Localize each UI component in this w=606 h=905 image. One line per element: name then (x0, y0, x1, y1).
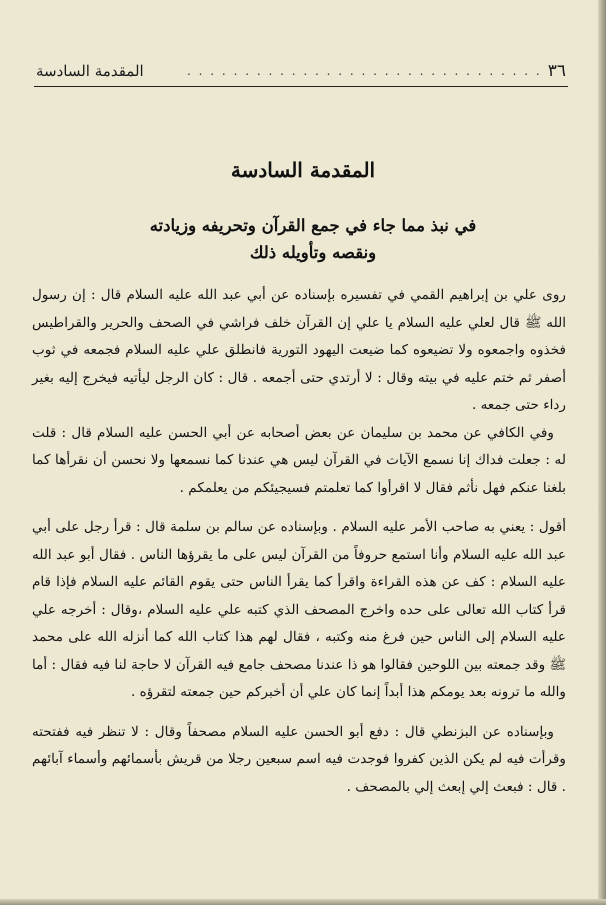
paragraph: وبإسناده عن البزنطي قال : دفع أبو الحسن عليه السلام مصحفاً وقال : لا تنظر فيه ففتحته وقرأت فيه لم يكن الذين كفروا فوجدت فيه اسم سبعين رجلا من قريش بأسمائهم وأسماء آبائهم . قال : فبعث إلي إبعث إلي بالمصحف . (32, 723, 566, 795)
paragraph: روى علي بن إبراهيم القمي في تفسيره بإسناده عن أبي عبد الله عليه السلام قال : إن رسول الله ﷺ قال لعلي عليه السلام يا علي إن القرآن خلف فراشي في الصحف والحرير والقراطيس فخذوه واجمعوه ولا تضيعوه كما ضيعت اليهود التورية فانطلق علي عليه السلام فجمعه في ثوب أصفر ثم ختم عليه في بيته وقال : لا أرتدي حتى أجمعه . قال : كان الرجل ليأتيه فيخرج إليه بغير رداء حتى جمعه . (32, 287, 566, 413)
page-edge-shadow (0, 899, 606, 905)
page-header (36, 58, 566, 84)
paragraph: وفي الكافي عن محمد بن سليمان عن بعض أصحابه عن أبي الحسن عليه السلام قال : قلت له : جعلت فداك إنا نسمع الآيات في القرآن ليس هي عندنا كما نسمعها ولا نحسن أن نقرأها كما بلغنا عنكم فهل نأثم فقال لا اقرأوا كما تعلمتم فسيجيئكم من يعلمكم . (32, 424, 566, 496)
subtitle-line: ونقصه وتأويله ذلك (249, 243, 377, 262)
chapter-subtitle (80, 212, 546, 266)
running-title: المقدمة السادسة (36, 62, 144, 80)
page-edge-shadow (598, 0, 606, 905)
leader-dots: . . . . . . . . . . . . . . . . . . . . . . . . . . . . . . . (187, 64, 542, 78)
header-rule (34, 86, 568, 87)
body-text (32, 282, 566, 801)
subtitle-line: في نبذ مما جاء في جمع القرآن وتحريفه وزيادته (149, 216, 477, 235)
chapter-title: المقدمة السادسة (230, 158, 376, 182)
page-number: ٣٦ (547, 61, 566, 81)
paragraph: أقول : يعني به صاحب الأمر عليه السلام . وبإسناده عن سالم بن سلمة قال : قرأ رجل على أبي عبد الله عليه السلام وأنا استمع حروفاً من القرآن ليس على ما يقرؤها الناس . فقال أبو عبد الله عليه السلام : كف عن هذه القراءة واقرأ كما يقرأ الناس حتى يقوم القائم عليه السلام فإذا قام قرأ كتاب الله تعالى على حده واخرج المصحف الذي كتبه علي عليه السلام ،وقال : أخرجه علي عليه السلام إلى الناس حين فرغ منه وكتبه ، فقال لهم هذا كتاب الله كما أنزله الله على محمد ﷺ وقد جمعته بين اللوحين فقالوا هو ذا عندنا مصحف جامع فيه القرآن لا حاجة لنا فيه فقال : أما والله ما ترونه بعد يومكم هذا أبداً إنما كان علي أن أخبركم حين جمعته لتقرؤه . (32, 519, 566, 700)
